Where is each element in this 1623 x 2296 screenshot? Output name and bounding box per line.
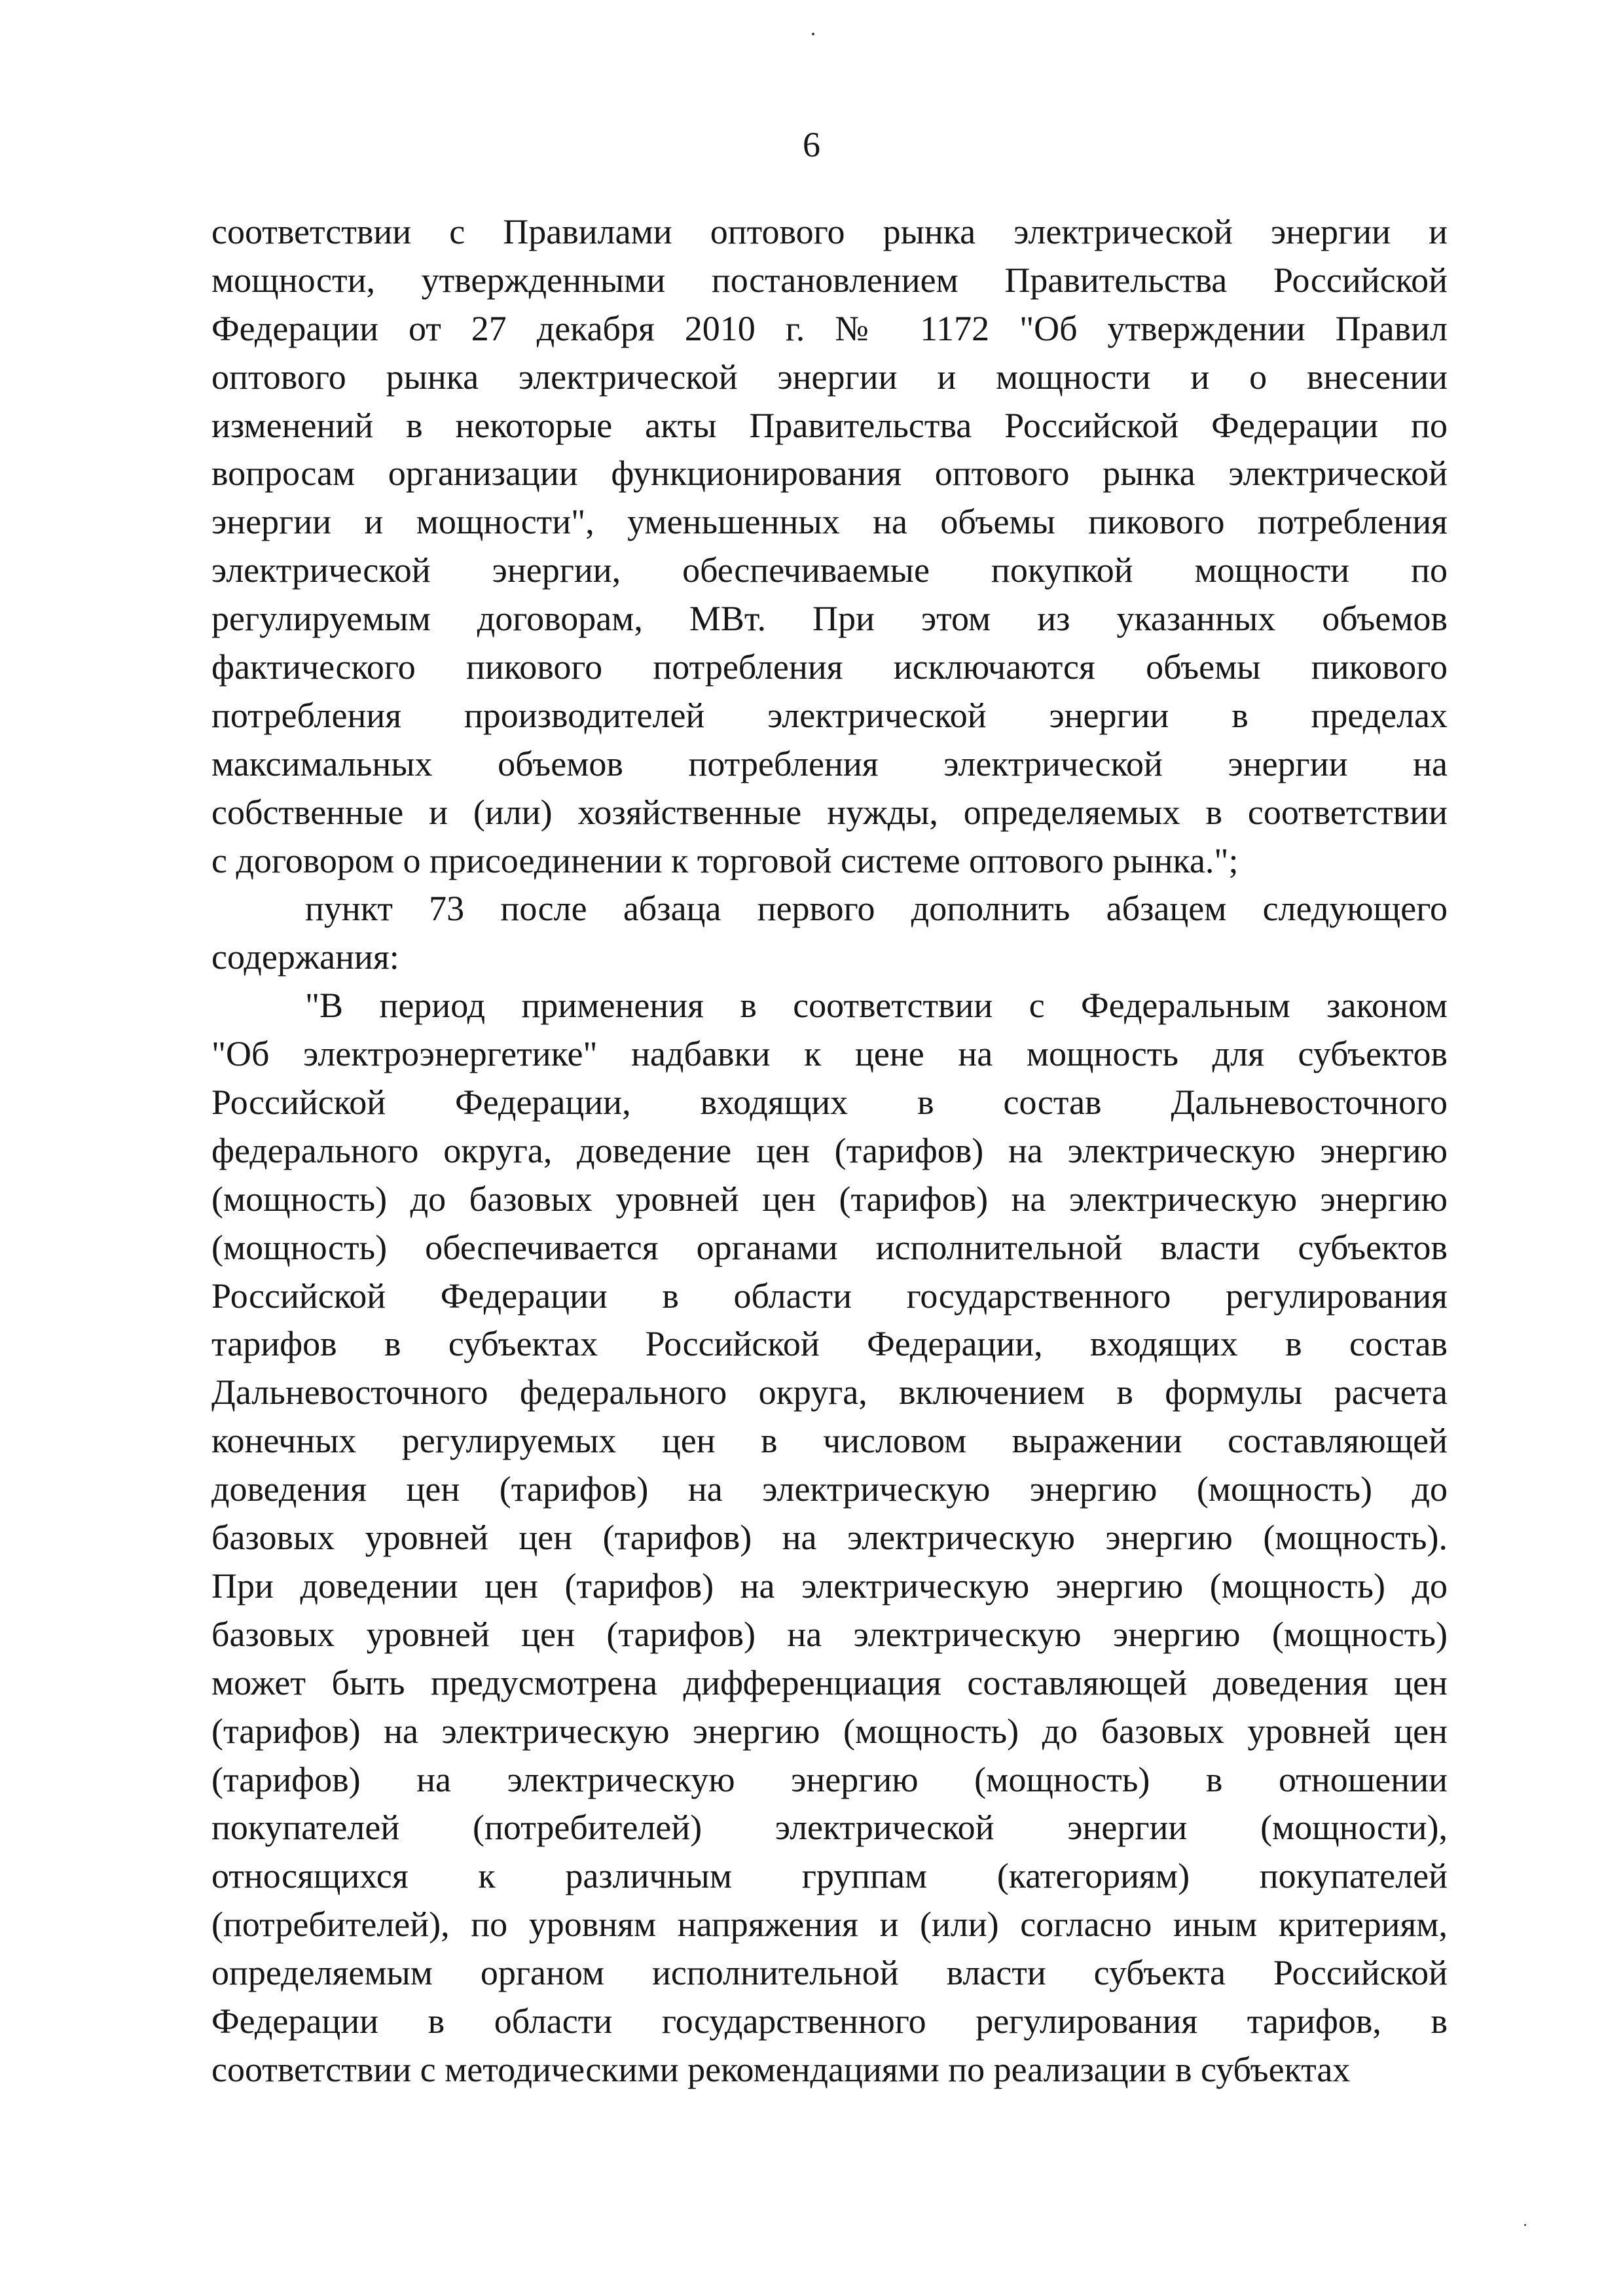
text-line: оптового рынка электрической энергии и мощности и о внесении [211,357,1448,397]
paragraph [211,982,1448,2094]
text-line: покупателей (потребителей) электрической энергии (мощности), [211,1808,1448,1848]
text-line: мощности, утвержденными постановлением Правительства Российской [211,260,1448,300]
text-line: электрической энергии, обеспечиваемые покупкой мощности по [211,550,1448,590]
text-line: тарифов в субъектах Российской Федерации, входящих в состав [211,1324,1448,1364]
document-body [211,208,1448,2094]
text-line: вопросам организации функционирования оптового рынка электрической [211,454,1448,493]
text-line: При доведении цен (тарифов) на электрическую энергию (мощность) до [211,1566,1448,1605]
text-line: конечных регулируемых цен в числовом выражении составляющей [211,1421,1448,1461]
text-line: (тарифов) на электрическую энергию (мощность) в отношении [211,1759,1448,1799]
text-line: Дальневосточного федерального округа, включением в формулы расчета [211,1372,1448,1412]
text-line: "В период применения в соответствии с Федеральным законом [305,986,1448,1026]
text-line: Федерации от 27 декабря 2010 г. № 1172 "Об утверждении Правил [211,308,1448,348]
text-line: (мощность) обеспечивается органами исполнительной власти субъектов [211,1227,1448,1267]
scan-speck [1524,2224,1526,2226]
text-line: энергии и мощности", уменьшенных на объемы пикового потребления [211,502,1448,542]
text-line: максимальных объемов потребления электрической энергии на [211,744,1448,783]
text-line: относящихся к различным группам (категориям) покупателей [211,1856,1448,1896]
text-line: доведения цен (тарифов) на электрическую энергию (мощность) до [211,1469,1448,1509]
text-line: может быть предусмотрена дифференциация составляющей доведения цен [211,1662,1448,1702]
text-line: федерального округа, доведение цен (тарифов) на электрическую энергию [211,1130,1448,1170]
text-line: базовых уровней цен (тарифов) на электрическую энергию (мощность). [211,1518,1448,1558]
text-line: (потребителей), по уровням напряжения и (или) согласно иным критериям, [211,1905,1448,1945]
text-line: базовых уровней цен (тарифов) на электрическую энергию (мощность) [211,1614,1448,1654]
text-line: (мощность) до базовых уровней цен (тарифов) на электрическую энергию [211,1179,1448,1219]
text-line: Российской Федерации в области государственного регулирования [211,1276,1448,1316]
text-line: собственные и (или) хозяйственные нужды, определяемых в соответствии [211,792,1448,832]
text-line: соответствии с методическими рекомендациями по реализации в субъектах [211,2049,1351,2089]
text-line: "Об электроэнергетике" надбавки к цене на мощность для субъектов [211,1034,1448,1074]
text-line: с договором о присоединении к торговой системе оптового рынка."; [211,840,1239,880]
text-line: фактического пикового потребления исключаются объемы пикового [211,647,1448,687]
text-line: Российской Федерации, входящих в состав Дальневосточного [211,1083,1448,1122]
paragraph [211,208,1448,885]
text-line: потребления производителей электрической энергии в пределах [211,695,1448,735]
scan-speck [812,33,814,35]
text-line: (тарифов) на электрическую энергию (мощность) до базовых уровней цен [211,1711,1448,1751]
paragraph [211,885,1448,982]
text-line: регулируемым договорам, МВт. При этом из указанных объемов [211,599,1448,639]
text-line: пункт 73 после абзаца первого дополнить абзацем следующего [305,889,1448,929]
text-line: определяемым органом исполнительной власти субъекта Российской [211,1953,1448,1993]
page-number: 6 [803,125,820,164]
text-line: содержания: [211,937,399,977]
text-line: Федерации в области государственного регулирования тарифов, в [211,2001,1448,2041]
text-line: соответствии с Правилами оптового рынка электрической энергии и [211,212,1448,251]
text-line: изменений в некоторые акты Правительства Российской Федерации по [211,405,1448,445]
